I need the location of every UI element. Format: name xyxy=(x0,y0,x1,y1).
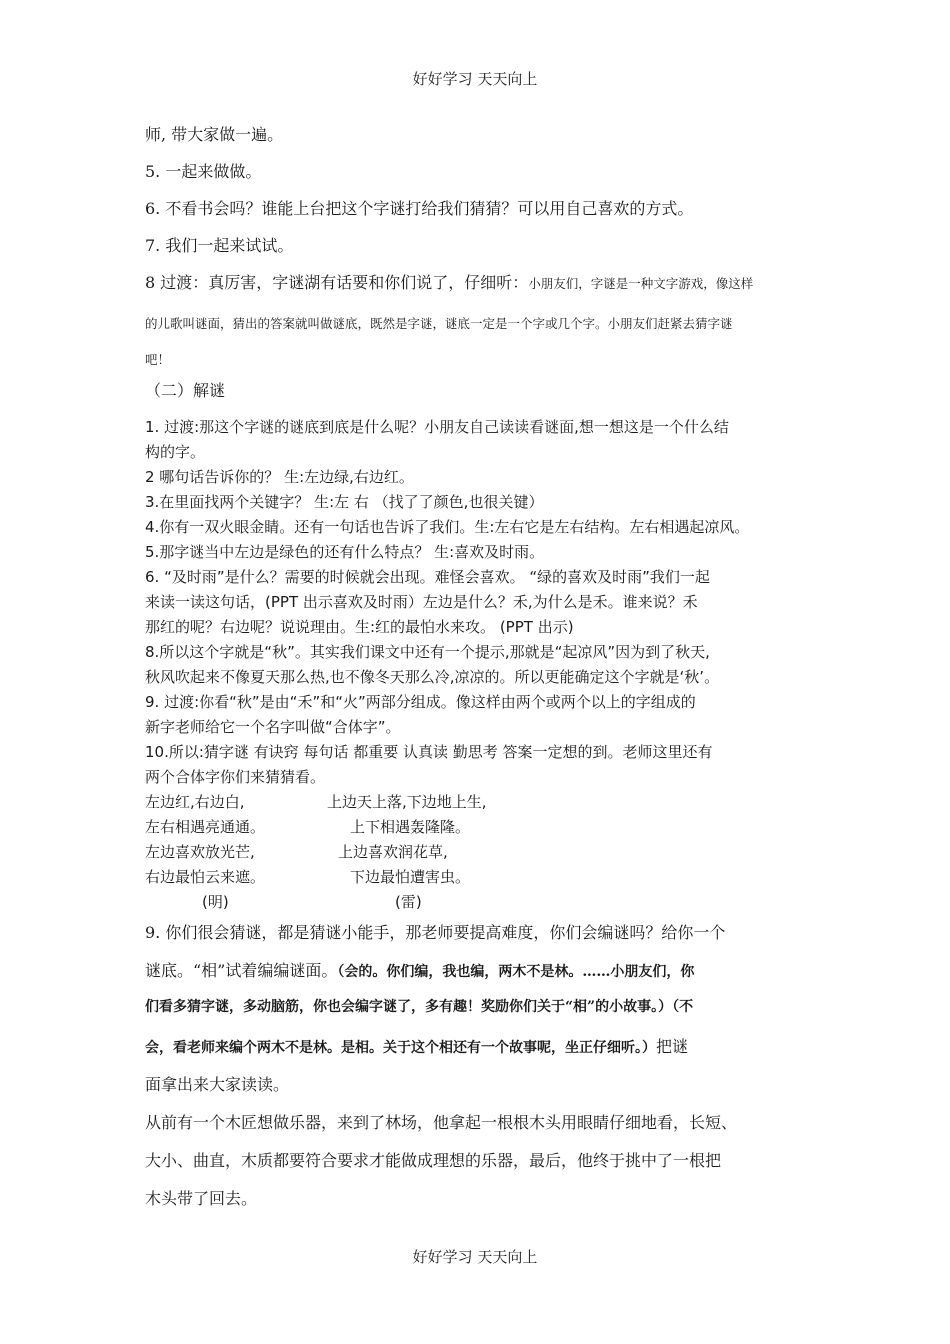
activity-line: 9. 你们很会猜谜，都是猜谜小能手，那老师要提高难度，你们会编谜吗？给你一个 xyxy=(145,923,726,942)
step-8-quote: 小朋友们，字谜是一种文字游戏，像这样 xyxy=(528,276,754,291)
activity-line xyxy=(145,1034,815,1072)
activity-line: 面拿出来大家读读。 xyxy=(145,1075,290,1094)
story-line: 从前有一个木匠想做乐器，来到了林场，他拿起一根根木头用眼睛仔细地看，长短、 xyxy=(145,1113,738,1132)
qa-line: 两个合体字你们来猜猜看。 xyxy=(145,768,326,786)
qa-line: 秋风吹起来不像夏天那么热,也不像冬天那么冷,凉凉的。所以更能确定这个字就是‘秋’。 xyxy=(145,668,720,686)
qa-line: 构的字。 xyxy=(145,443,206,461)
activity-block xyxy=(145,920,815,1224)
step-7: 7. 我们一起来试试。 xyxy=(145,236,294,255)
step-8-quote-end: 吧！ xyxy=(145,352,171,367)
answer-right: (雷) xyxy=(395,893,422,911)
step-8-quote-cont: 的儿歌叫谜面，猜出的答案就叫做谜底，既然是字谜，谜底一定是一个字或几个字。小朋友们赶紧去猜字谜 xyxy=(145,316,733,331)
riddle-row xyxy=(145,816,815,841)
qa-line: 那红的呢？右边呢？说说理由。生:红的最怕水来攻。 (PPT 出示) xyxy=(145,618,574,636)
step-6: 6. 不看书会吗？谁能上台把这个字谜打给我们猜猜？可以用自己喜欢的方式。 xyxy=(145,199,694,218)
riddle-right: 上边喜欢润花草, xyxy=(338,843,448,861)
activity-bold: （不 xyxy=(672,999,694,1015)
qa-line: 5.那字谜当中左边是绿色的还有什么特点？ 生:喜欢及时雨。 xyxy=(145,543,545,561)
riddle-left: 左边红,右边白, xyxy=(145,793,245,811)
qa-line: 9. 过渡:你看“秋”是由“禾”和“火”两部分组成。像这样由两个或两个以上的字组成的 xyxy=(145,693,696,711)
activity-line xyxy=(145,996,815,1034)
riddle-row xyxy=(145,841,815,866)
activity-text: 把谜 xyxy=(656,1037,689,1056)
riddle-right: 上边天上落,下边地上生, xyxy=(327,793,487,811)
qa-line: 3.在里面找两个关键字？ 生:左 右 （找了了颜色,也很关键） xyxy=(145,493,544,511)
riddle-answers xyxy=(145,891,815,916)
step-8 xyxy=(145,270,815,306)
activity-bold: 们看多猜字谜，多动脑筋，你也会编字谜了，多有趣！奖励你们关于“相”的小故事。） xyxy=(145,999,673,1015)
riddle-row xyxy=(145,791,815,816)
qa-line: 4.你有一双火眼金睛。还有一句话也告诉了我们。生:左右它是左右结构。左右相遇起凉风。 xyxy=(145,518,750,536)
qa-line: 10.所以:猜字谜 有诀窍 每句话 都重要 认真读 勤思考 答案一定想的到。老师这里还有 xyxy=(145,743,713,761)
step-8-lead: 8 过渡：真厉害，字谜湖有话要和你们说了，仔细听： xyxy=(145,273,529,292)
story-line: 木头带了回去。 xyxy=(145,1189,258,1208)
riddle-left: 左边喜欢放光芒, xyxy=(145,843,255,861)
qa-line: 2 哪句话告诉你的？ 生:左边绿,右边红。 xyxy=(145,468,414,486)
step-5: 5. 一起来做做。 xyxy=(145,162,262,181)
story-line: 大小、曲直，木质都要符合要求才能做成理想的乐器，最后，他终于挑中了一根把 xyxy=(145,1151,722,1170)
qa-block xyxy=(145,416,815,916)
riddle-right: 下边最怕遭害虫。 xyxy=(350,868,471,886)
riddle-right: 上下相遇轰隆隆。 xyxy=(350,818,471,836)
qa-line: 8.所以这个字就是“秋”。其实我们课文中还有一个提示,那就是“起凉风”因为到了秋天, xyxy=(145,643,710,661)
section-heading: （二）解谜 xyxy=(145,381,226,400)
activity-bold: （会的。你们编，我也编，两木不是林。……小朋友们，你 xyxy=(337,964,695,980)
riddle-left: 左右相遇亮通通。 xyxy=(145,818,266,836)
document-body xyxy=(145,122,815,1224)
qa-line: 来读一读这句话，(PPT 出示喜欢及时雨）左边是什么？禾,为什么是禾。谁来说？禾 xyxy=(145,593,698,611)
answer-left: (明) xyxy=(202,893,229,911)
riddle-left: 右边最怕云来遮。 xyxy=(145,868,266,886)
paragraph: 师, 带大家做一遍。 xyxy=(145,125,284,144)
qa-line: 1. 过渡:那这个字谜的谜底到底是什么呢？小朋友自己读读看谜面,想一想这是一个什么结 xyxy=(145,418,729,436)
riddle-row xyxy=(145,866,815,891)
activity-bold: 会，看老师来编个两木不是林。是相。关于这个相还有一个故事呢，坐正仔细听。） xyxy=(145,1040,656,1056)
page-header: 好好学习 天天向上 xyxy=(412,70,538,88)
qa-line: 6. “及时雨”是什么？需要的时候就会出现。难怪会喜欢。 “绿的喜欢及时雨”我们一起 xyxy=(145,568,710,586)
qa-line: 新字老师给它一个名字叫做“合体字”。 xyxy=(145,718,401,736)
activity-line xyxy=(145,958,815,996)
page-footer: 好好学习 天天向上 xyxy=(412,1248,538,1266)
activity-text: 谜底。“相”试着编编谜面。 xyxy=(145,961,338,980)
